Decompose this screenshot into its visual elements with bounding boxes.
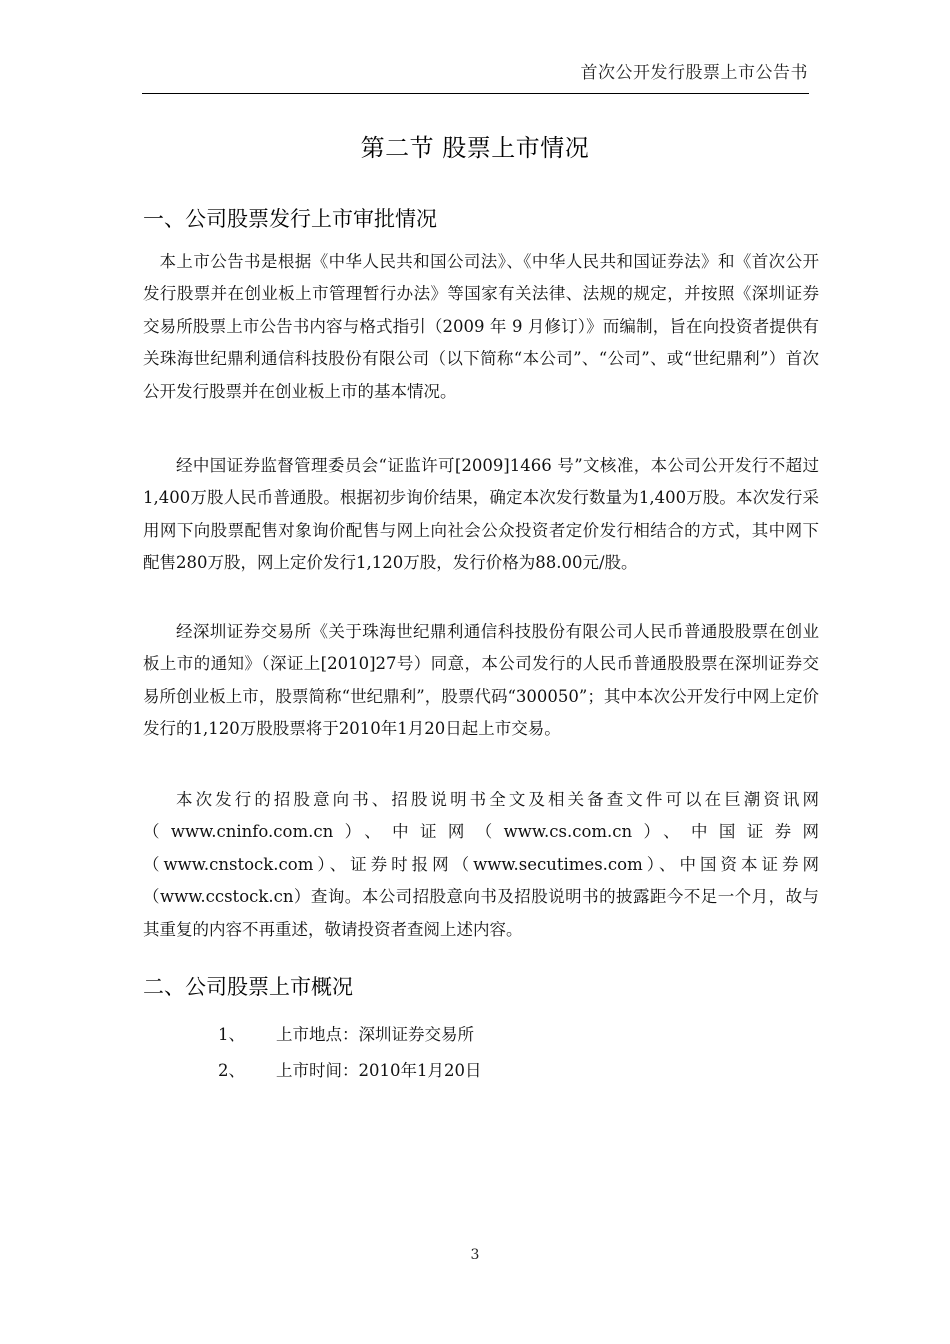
paragraph-basis: 本上市公告书是根据《中华人民共和国公司法》、《中华人民共和国证券法》和《首次公开发行股票并在创业板上市管理暂行办法》等国家有关法律、法规的规定，并按照《深圳证券交易所股票上市公告书内容与格式指引（2009 年 9 月修订）》而编制，旨在向投资者提供有关珠海世纪鼎利通信科技股份有限公司（以下简称“本公司”、“公司”、或“世纪鼎利”）首次公开发行股票并在创业板上市的基本情况。 [143, 252, 819, 401]
list-item [218, 1057, 482, 1081]
paragraph-listing-notice: 经深圳证券交易所《关于珠海世纪鼎利通信科技股份有限公司人民币普通股股票在创业板上市的通知》（深证上[2010]27号）同意，本公司发行的人民币普通股股票在深圳证券交易所创业板上市，股票简称“世纪鼎利”，股票代码“300050”；其中本次公开发行中网上定价发行的1,120万股股票将于2010年1月20日起上市交易。 [143, 622, 819, 739]
header-divider [142, 93, 809, 94]
list-item-text: 上市时间：2010年1月20日 [276, 1061, 482, 1080]
page-number: 3 [470, 1247, 480, 1263]
section-title: 第二节 股票上市情况 [360, 134, 590, 162]
paragraph-disclosure: 本次发行的招股意向书、招股说明书全文及相关备查文件可以在巨潮资讯网（www.cninfo.com.cn）、中证网（www.cs.com.cn）、中国证券网（www.cnstock.com）、证券时报网（www.secutimes.com）、中国资本证券网（www.ccstock.cn）查询。本公司招股意向书及招股说明书的披露距今不足一个月，故与其重复的内容不再重述，敬请投资者查阅上述内容。 [143, 790, 819, 939]
header-title: 首次公开发行股票上市公告书 [580, 63, 808, 83]
list-item-text: 上市地点：深圳证券交易所 [276, 1025, 474, 1044]
paragraph-approval: 经中国证券监督管理委员会“证监许可[2009]1466 号”文核准，本公司公开发行不超过1,400万股人民币普通股。根据初步询价结果，确定本次发行数量为1,400万股。本次发行采用网下向股票配售对象询价配售与网上向社会公众投资者定价发行相结合的方式，其中网下配售280万股，网上定价发行1,120万股，发行价格为88.00元/股。 [143, 456, 819, 573]
heading-approval: 一、公司股票发行上市审批情况 [143, 207, 437, 231]
list-item-number: 1、 [218, 1025, 245, 1044]
list-item-number: 2、 [218, 1061, 245, 1080]
heading-overview: 二、公司股票上市概况 [143, 975, 353, 999]
list-item [218, 1021, 474, 1045]
